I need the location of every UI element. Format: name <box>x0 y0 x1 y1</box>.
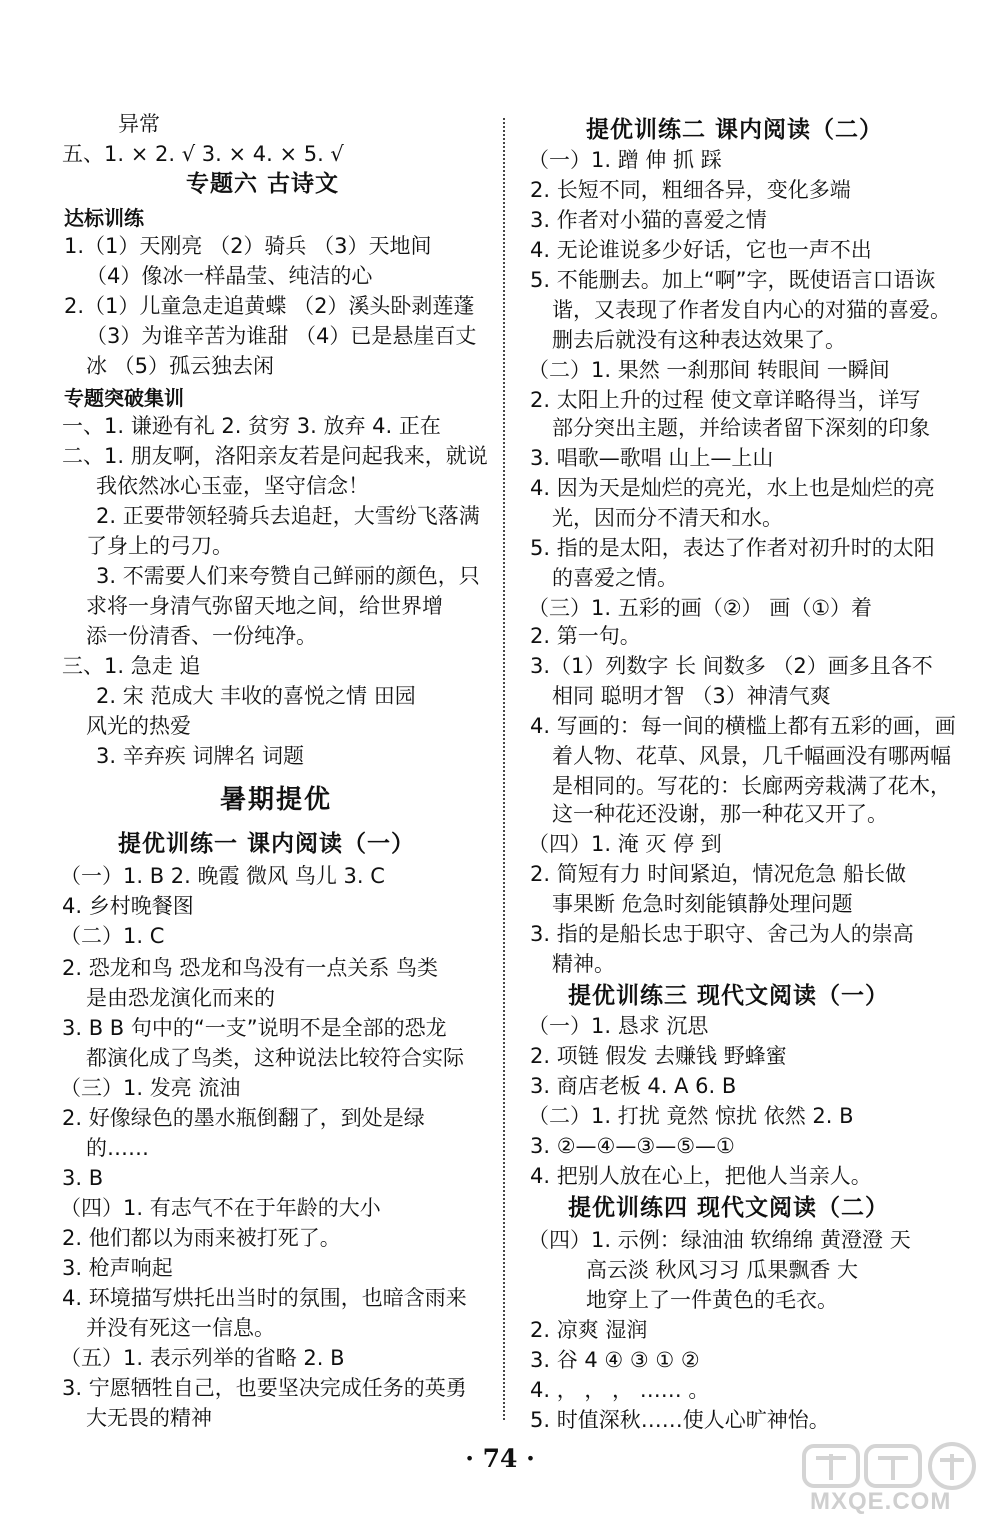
answer-line: （五）1. 表示列举的省略 2. B <box>60 1346 345 1370</box>
answer-line: 专题突破集训 <box>64 386 184 410</box>
answer-line: 2. 简短有力 时间紧迫，情况危急 船长做 <box>530 862 907 886</box>
answer-line: 了身上的弓刀。 <box>86 534 233 558</box>
answer-line: （二）1. 果然 一刹那间 转眼间 一瞬间 <box>528 358 890 382</box>
answer-line: （三）1. 五彩的画（②） 画（①）着 <box>528 596 873 620</box>
answer-line: 谐，又表现了作者发自内心的对猫的喜爱。 <box>552 298 951 322</box>
answer-line: 2. 好像绿色的墨水瓶倒翻了，到处是绿 <box>62 1106 425 1130</box>
answer-line: 5. 指的是太阳，表达了作者对初升时的太阳 <box>530 536 935 560</box>
answer-line: 2. 正要带领轻骑兵去追赶，大雪纷飞落满 <box>96 504 480 528</box>
answer-line: 添一份清香、一份纯净。 <box>86 624 317 648</box>
answer-line: 3. 谷 4 ④ ③ ① ② <box>530 1348 700 1372</box>
answer-line: （3）为谁辛苦为谁甜 （4）已是悬崖百丈 <box>86 324 477 348</box>
answer-line: 相同 聪明才智 （3）神清气爽 <box>552 684 831 708</box>
column-divider <box>503 118 505 1420</box>
answer-line: 2. 太阳上升的过程 使文章详略得当，详写 <box>530 388 921 412</box>
answer-line: 我依然冰心玉壶，坚守信念！ <box>96 474 369 498</box>
answer-line: 1.（1）天刚亮 （2）骑兵 （3）天地间 <box>64 234 432 258</box>
answer-line: 2. 恐龙和鸟 恐龙和鸟没有一点关系 鸟类 <box>62 956 439 980</box>
answer-line: 是由恐龙演化而来的 <box>86 986 275 1010</box>
answer-line: 2. 他们都以为雨来被打死了。 <box>62 1226 341 1250</box>
answer-line: 提优训练二 课内阅读（二） <box>586 117 884 143</box>
answer-line: （二）1. C <box>60 924 165 948</box>
answer-line: 一、1. 谦逊有礼 2. 贫穷 3. 放弃 4. 正在 <box>62 414 441 438</box>
answer-line: 2. 宋 范成大 丰收的喜悦之情 田园 <box>96 684 416 708</box>
answer-line: 风光的热爱 <box>86 714 191 738</box>
answer-line: 的…… <box>86 1136 149 1160</box>
answer-line: 大无畏的精神 <box>86 1406 212 1430</box>
answer-line: 3. 枪声响起 <box>62 1256 173 1280</box>
answer-line: （四）1. 示例：绿油油 软绵绵 黄澄澄 天 <box>528 1228 911 1252</box>
answer-line: （4）像冰一样晶莹、纯洁的心 <box>86 264 373 288</box>
answer-line: 高云淡 秋风习习 瓜果飘香 大 <box>586 1258 859 1282</box>
answer-line: 5. 不能删去。加上“啊”字，既使语言口语诙 <box>530 268 936 292</box>
answer-line: 是相同的。写花的：长廊两旁栽满了花木， <box>552 774 951 798</box>
answer-line: 4. 无论谁说多少好话，它也一声不出 <box>530 238 872 262</box>
answer-line: 3. 唱歌—歌唱 山上—上山 <box>530 446 774 470</box>
answer-line: 2. 凉爽 湿润 <box>530 1318 648 1342</box>
answer-line: 地穿上了一件黄色的毛衣。 <box>586 1288 838 1312</box>
answer-line: 提优训练一 课内阅读（一） <box>118 831 416 857</box>
answer-line: 3. B B 句中的“一支”说明不是全部的恐龙 <box>62 1016 447 1040</box>
answer-line: （二）1. 打扰 竟然 惊扰 依然 2. B <box>528 1104 854 1128</box>
answer-line: 4. ， ， ， …… 。 <box>530 1378 710 1402</box>
answer-line: 3. 不需要人们来夸赞自己鲜丽的颜色，只 <box>96 564 480 588</box>
answer-line: 提优训练四 现代文阅读（二） <box>568 1195 890 1221</box>
answer-line: 5. 时值深秋……使人心旷神怡。 <box>530 1408 830 1432</box>
answer-line: 3. 作者对小猫的喜爱之情 <box>530 208 767 232</box>
answer-line: 4. 写画的：每一间的横槛上都有五彩的画，画 <box>530 714 956 738</box>
answer-line: 2. 长短不同，粗细各异，变化多端 <box>530 178 851 202</box>
answer-line: 这一种花还没谢，那一种花又开了。 <box>552 802 888 826</box>
answer-line: （四）1. 淹 灭 停 到 <box>528 832 722 856</box>
answer-line: 二、1. 朋友啊，洛阳亲友若是问起我来，就说 <box>62 444 488 468</box>
answer-line: 暑期提优 <box>220 785 333 815</box>
answer-line: （三）1. 发亮 流油 <box>60 1076 241 1100</box>
answer-line: 2. 项链 假发 去赚钱 野蜂蜜 <box>530 1044 787 1068</box>
answer-line: 达标训练 <box>64 206 144 230</box>
answer-line: 删去后就没有这种表达效果了。 <box>552 328 846 352</box>
answer-line: 3. ②—④—③—⑤—① <box>530 1134 735 1158</box>
answer-line: （一）1. B 2. 晚霞 微风 鸟儿 3. C <box>60 864 385 888</box>
answer-line: 的喜爱之情。 <box>552 566 678 590</box>
answer-line: 3. 宁愿牺牲自己，也要坚决完成任务的英勇 <box>62 1376 467 1400</box>
answer-line: （四）1. 有志气不在于年龄的大小 <box>60 1196 381 1220</box>
answer-line: 光，因而分不清天和水。 <box>552 506 783 530</box>
answer-line: 异常 <box>118 112 160 136</box>
answer-line: 3. 商店老板 4. A 6. B <box>530 1074 737 1098</box>
answer-line: 求将一身清气弥留天地之间，给世界增 <box>86 594 443 618</box>
answer-line: （一）1. 蹭 伸 抓 踩 <box>528 148 722 172</box>
answer-line: 部分突出主题，并给读者留下深刻的印象 <box>552 416 930 440</box>
answer-line: 2.（1）儿童急走追黄蝶 （2）溪头卧剥莲蓬 <box>64 294 475 318</box>
answer-line: 3. 辛弃疾 词牌名 词题 <box>96 744 305 768</box>
page-number: · 74 · <box>465 1444 535 1473</box>
answer-line: 五、1. × 2. √ 3. × 4. × 5. √ <box>62 142 344 166</box>
answer-line: 并没有死这一信息。 <box>86 1316 275 1340</box>
answer-line: 2. 第一句。 <box>530 624 641 648</box>
answer-line: 4. 乡村晚餐图 <box>62 894 194 918</box>
watermark-text: MXQE.COM <box>810 1488 952 1515</box>
answer-line: 都演化成了鸟类，这种说法比较符合实际 <box>86 1046 464 1070</box>
answer-line: 提优训练三 现代文阅读（一） <box>568 983 890 1009</box>
answer-line: 4. 把别人放在心上，把他人当亲人。 <box>530 1164 872 1188</box>
answer-line: 专题六 古诗文 <box>186 171 340 197</box>
answer-line: 4. 因为天是灿烂的亮光，水上也是灿烂的亮 <box>530 476 935 500</box>
answer-line: 3. B <box>62 1166 104 1190</box>
answer-line: 冰 （5）孤云独去闲 <box>86 354 275 378</box>
answer-line: 精神。 <box>552 952 615 976</box>
answer-line: 3. 指的是船长忠于职守、舍己为人的崇高 <box>530 922 914 946</box>
answer-line: （一）1. 恳求 沉思 <box>528 1014 709 1038</box>
answer-line: 4. 环境描写烘托出当时的氛围，也暗含雨来 <box>62 1286 467 1310</box>
answer-line: 着人物、花草、风景，几千幅画没有哪两幅 <box>552 744 951 768</box>
answer-line: 事果断 危急时刻能镇静处理问题 <box>552 892 853 916</box>
answer-line: 3.（1）列数字 长 间数多 （2）画多且各不 <box>530 654 933 678</box>
answer-line: 三、1. 急走 追 <box>62 654 201 678</box>
